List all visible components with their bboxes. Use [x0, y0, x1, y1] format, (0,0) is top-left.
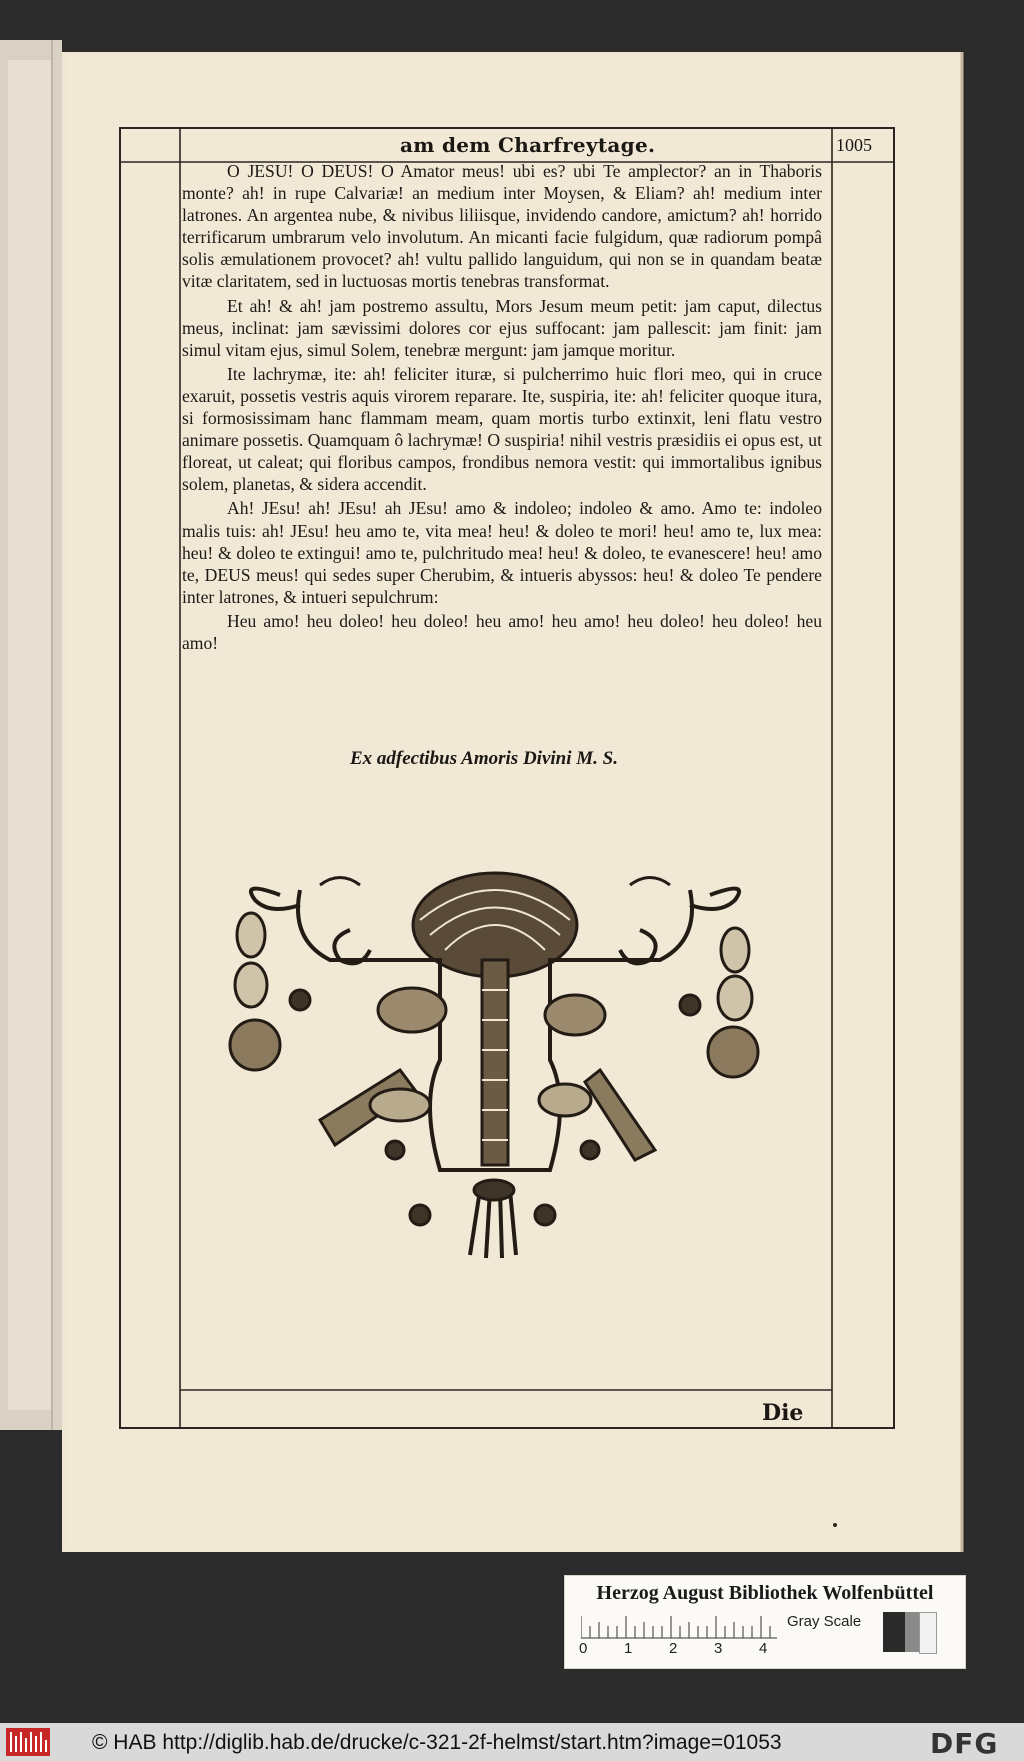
paragraph: Ite lachrymæ, ite: ah! feliciter ituræ, si pulcherrimo huic flori meo, qui in cruce exaruit, possetis vestris aquis virorem reparare. Ite, suspiria, ite: ah! feliciter quoque itura, si formosissimam hanc flammam meam, quam mortis turbo extinxit, leni flatu vestro animare possetis. Quamquam ô lachrymæ! O suspiria! nihil vestris præsidiis ei opus est, ut floreat, ut caleat; qui floribus campos, frondibus nemora vestit: qui immortalibus ignibus solem, planetas, & sidera accendit.: [182, 363, 822, 495]
scale-digit: 1: [624, 1640, 633, 1657]
color-scale-title: Herzog August Bibliothek Wolfenbüttel: [596, 1582, 934, 1604]
hab-barcode-logo: [6, 1728, 50, 1756]
scale-digit: 4: [759, 1640, 768, 1657]
color-scale-card: [564, 1575, 966, 1669]
paragraph: Heu amo! heu doleo! heu doleo! heu amo! heu amo! heu doleo! heu doleo! heu amo!: [182, 610, 822, 653]
paragraph: Et ah! & ah! jam postremo assultu, Mors Jesum meum petit: jam caput, dilectus meus, inclinat: jam sævissimi dolores cor ejus suffocant: jam pallescit: jam finit: jam simul vitam ejus, simul Solem, tenebræ mergunt: jam jamque moritur.: [182, 295, 822, 360]
scale-digit: 2: [669, 1640, 678, 1657]
dfg-logo: [930, 1727, 998, 1760]
dfg-logo-text: DFG: [930, 1727, 999, 1760]
running-head: am dem Charfreytage.: [400, 133, 656, 157]
gray-patch-mid: [905, 1612, 919, 1652]
paragraph: O JESU! O DEUS! O Amator meus! ubi es? ubi Te amplector? an in Thaboris monte? ah! in rupe Calvariæ! an medium inter Moysen, & Eliam? ah! medium inter latrones. An argentea nube, & nivibus liliisque, invidendo candore, amictum? ah! horrido terrificarum umbrarum velo involutum. An micanti facie fulgidum, quæ radiorum pompâ solis æmulationem provocet? ah! vultu pallido languidum, qui non se in quandam beatæ vitæ claritatem, sed in luctuosas mortis tenebras transformat.: [182, 161, 822, 292]
page-number: 1005: [836, 135, 872, 155]
source-note: Ex adfectibus Amoris Divini M. S.: [350, 748, 618, 769]
gray-patch-dark: [883, 1612, 905, 1652]
gray-patch-light: [919, 1612, 937, 1654]
gray-scale-label: Gray Scale: [787, 1613, 862, 1630]
body-text: [182, 160, 822, 656]
footer-citation: © HAB http://diglib.hab.de/drucke/c-321-2f-helmst/start.htm?image=01053: [92, 1731, 782, 1754]
catchword: Die: [762, 1400, 804, 1426]
footer-bar: [0, 1723, 1024, 1761]
scale-digit: 3: [714, 1640, 723, 1657]
scale-digit: 0: [579, 1640, 588, 1657]
paragraph: Ah! JEsu! ah! JEsu! ah JEsu! amo & indoleo; indoleo & amo. Amo te: indoleo malis tuis: ah! JEsu! heu amo te, vita mea! heu! & doleo te mori! heu! amo te, lux mea: heu! & doleo te extingui! amo te, pulchritudo mea! heu! & doleo, te evanescere! heu! amo te, DEUS meus! qui sedes super Cherubim, & intueris abyssos: heu! & doleo Te pendere inter latrones, & intueri sepulchrum:: [182, 498, 822, 607]
ruler-ticks: [581, 1612, 781, 1640]
